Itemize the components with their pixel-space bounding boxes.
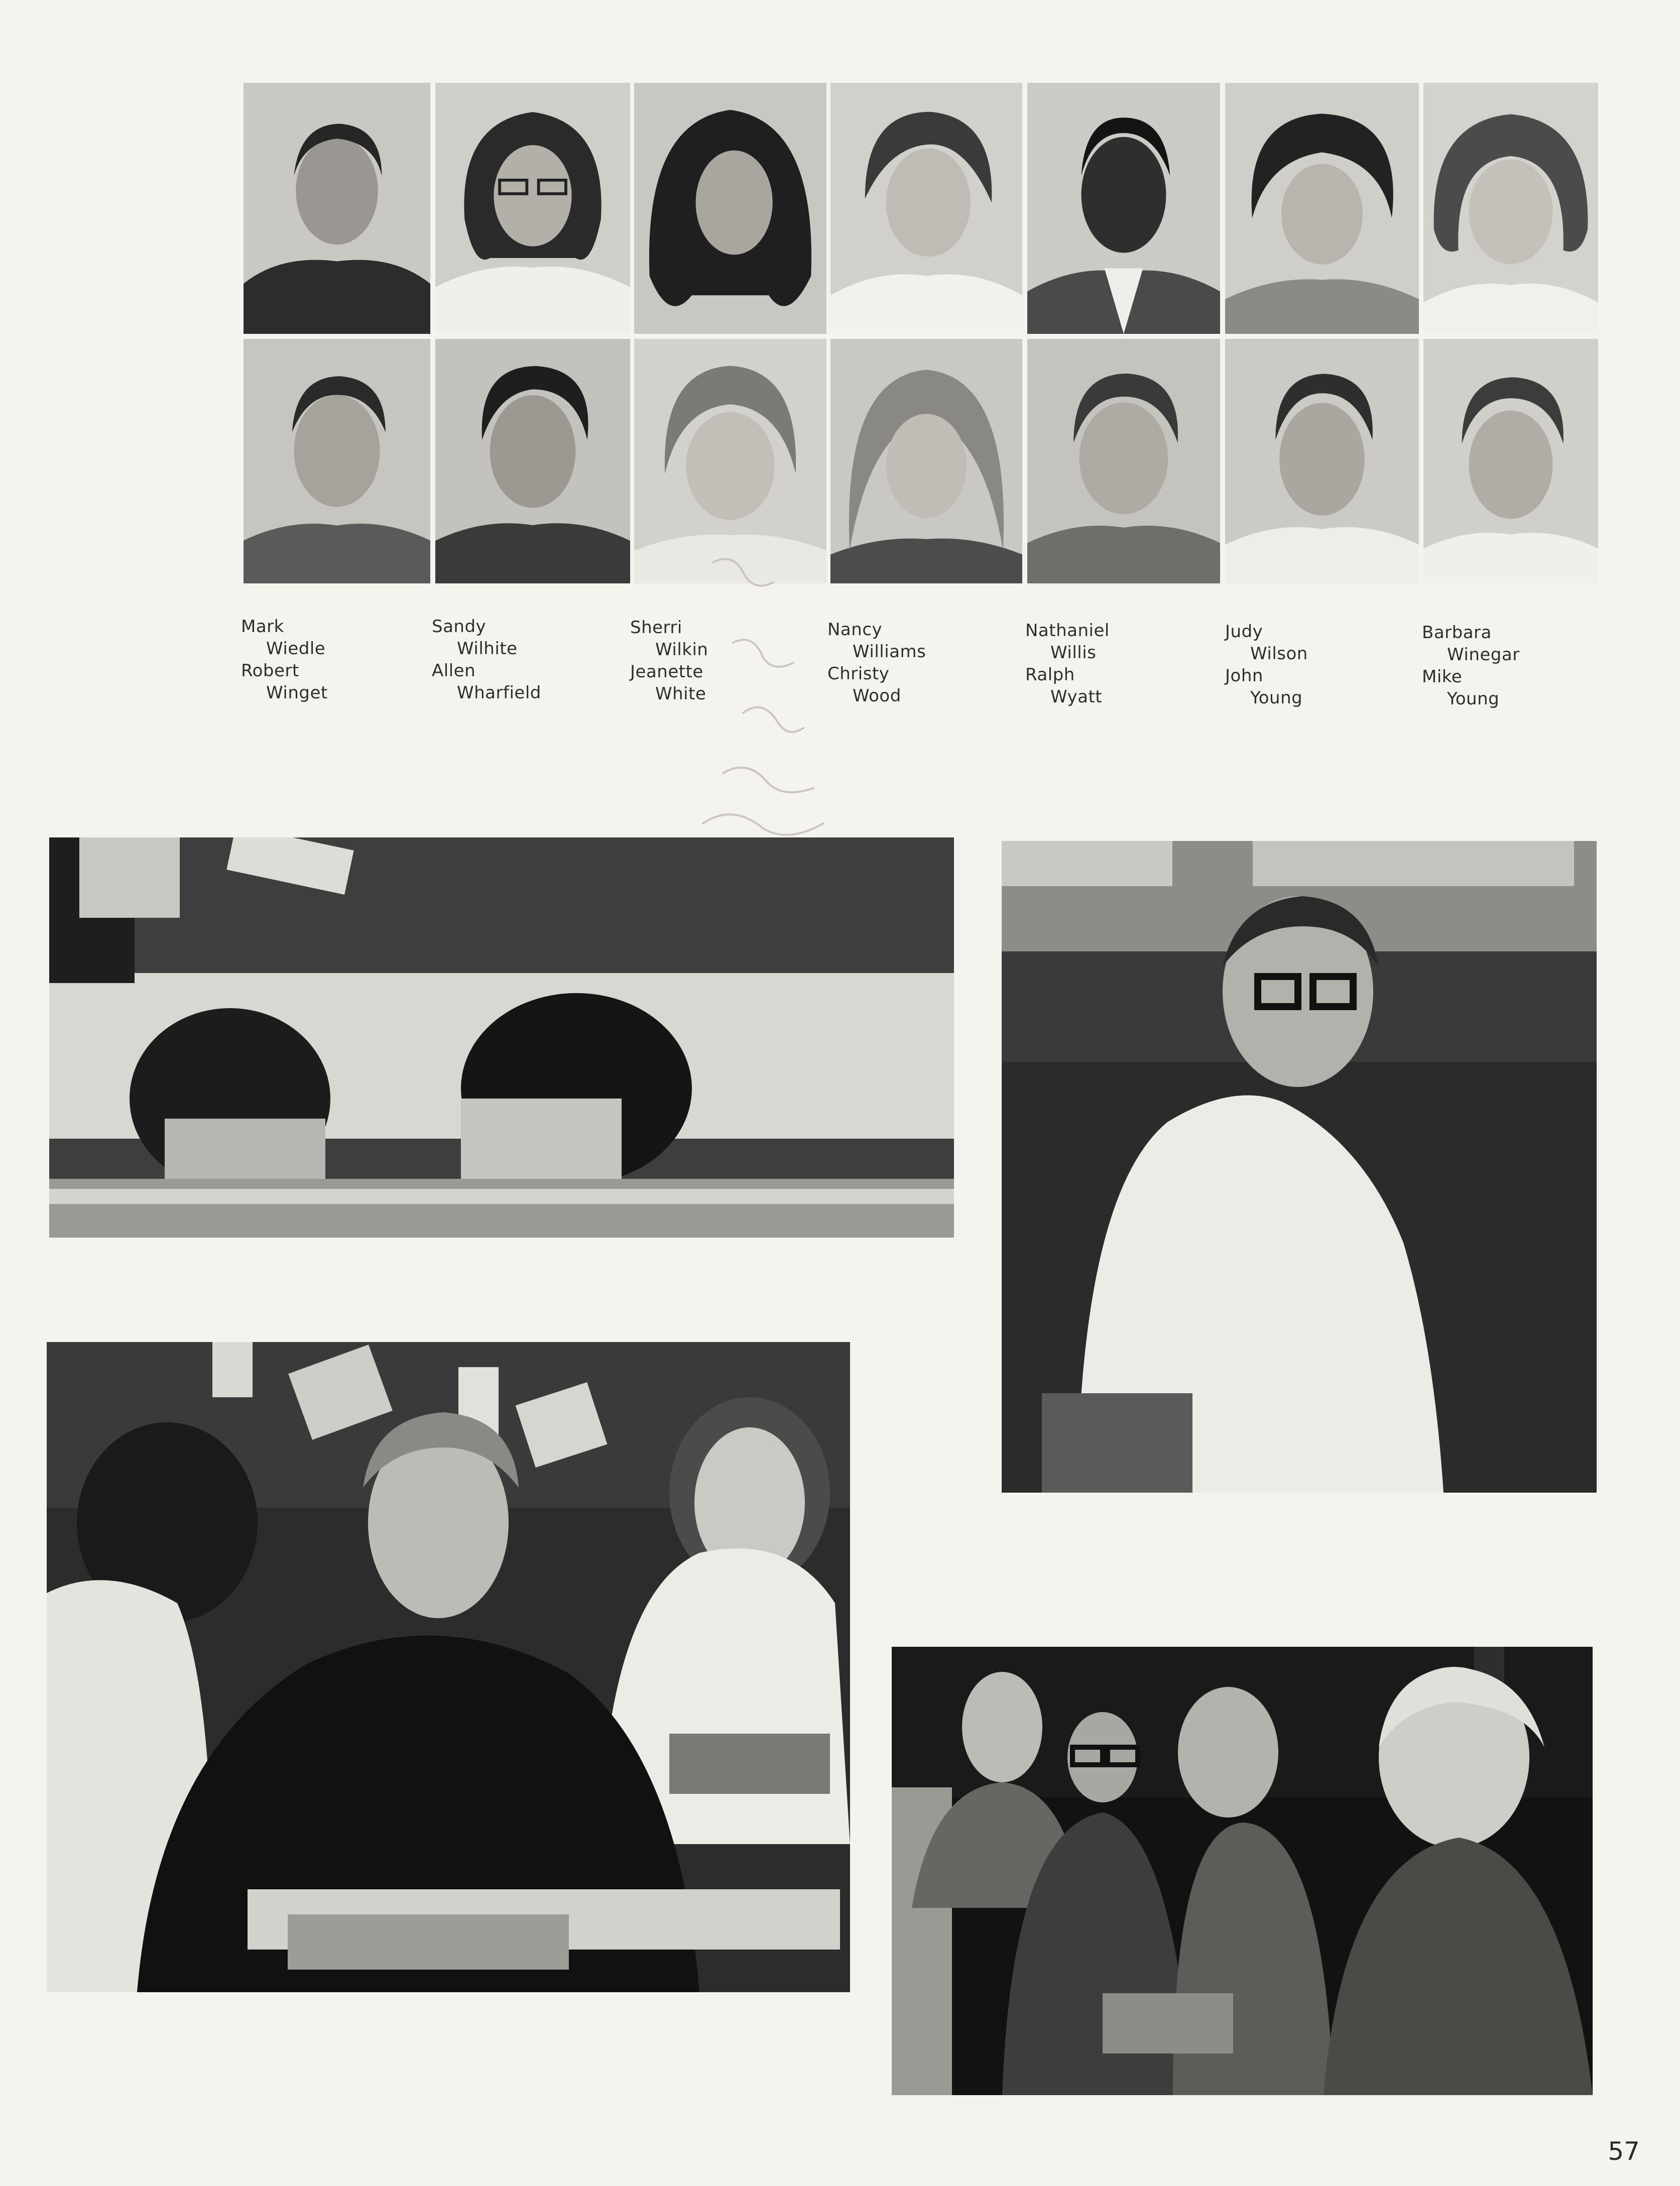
photo-boy-with-glasses — [1002, 841, 1597, 1493]
portrait-robert-winget — [244, 339, 430, 583]
caption-last-name: White — [655, 684, 706, 704]
caption-first-name: Mark — [241, 617, 284, 637]
portrait-sherri-wilkin — [634, 83, 826, 334]
caption-first-name: Nathaniel — [1025, 621, 1110, 641]
caption-last-name: Willis — [1050, 643, 1097, 663]
portrait-sandy-wilhite — [435, 83, 630, 334]
caption-last-name: Winget — [266, 683, 328, 703]
caption-last-name: Wiedle — [266, 639, 326, 659]
portrait-john-young — [1225, 339, 1419, 583]
photo-classroom-boy-in-jacket — [47, 1342, 850, 1992]
caption-column-2 — [432, 616, 541, 704]
portrait-judy-wilson — [1225, 83, 1419, 334]
portrait-mark-wiedle — [244, 83, 430, 334]
photo-students-seated-in-row — [892, 1647, 1593, 2095]
portrait-mike-young — [1423, 339, 1598, 583]
caption-first-name: Barbara — [1422, 623, 1492, 643]
caption-first-name: Robert — [241, 661, 299, 681]
caption-first-name: Ralph — [1025, 665, 1075, 685]
portrait-allen-wharfield — [435, 339, 630, 583]
caption-last-name: Wyatt — [1050, 687, 1103, 707]
caption-first-name: Sandy — [432, 617, 487, 637]
caption-first-name: Sherri — [630, 618, 682, 638]
handwritten-inscription — [653, 542, 954, 843]
caption-last-name: Wilson — [1250, 644, 1308, 664]
caption-column-1 — [241, 616, 328, 704]
caption-first-name: Christy — [827, 664, 890, 684]
portrait-ralph-wyatt — [1027, 339, 1220, 583]
caption-last-name: Wilhite — [457, 639, 518, 659]
caption-last-name: Williams — [853, 642, 926, 662]
caption-last-name: Winegar — [1447, 645, 1520, 665]
caption-first-name: Nancy — [827, 620, 883, 640]
caption-last-name: Wood — [853, 686, 901, 706]
page-number: 57 — [1608, 2137, 1640, 2166]
photo-girls-writing-at-desks — [49, 837, 954, 1238]
caption-first-name: Allen — [432, 661, 476, 681]
caption-first-name: Judy — [1225, 622, 1263, 642]
caption-last-name: Wharfield — [457, 683, 541, 703]
portrait-nathaniel-willis — [1027, 83, 1220, 334]
caption-column-6 — [1225, 621, 1308, 709]
caption-last-name: Young — [1447, 689, 1500, 709]
caption-column-5 — [1025, 620, 1110, 708]
caption-last-name: Young — [1250, 688, 1303, 708]
caption-first-name: Mike — [1422, 667, 1463, 687]
caption-column-7 — [1422, 622, 1520, 710]
caption-first-name: Jeanette — [630, 662, 703, 682]
portrait-barbara-winegar — [1423, 83, 1598, 334]
caption-last-name: Wilkin — [655, 640, 708, 660]
caption-first-name: John — [1225, 666, 1263, 686]
portrait-nancy-williams — [830, 83, 1022, 334]
